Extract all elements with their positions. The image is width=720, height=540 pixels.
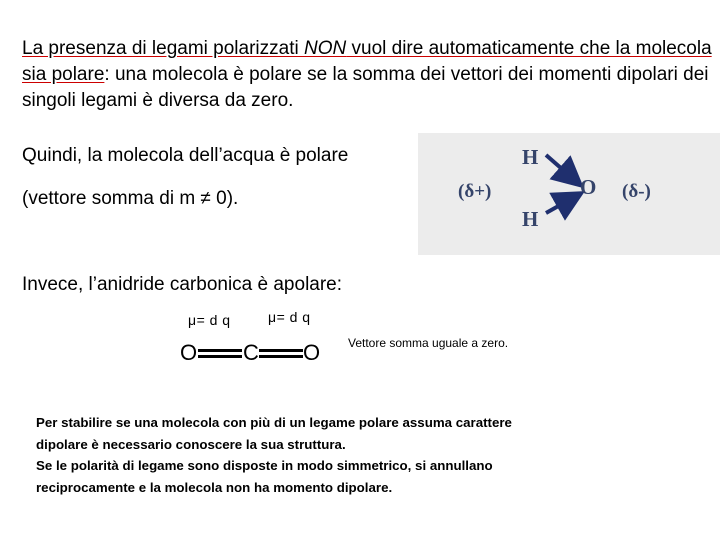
intro-text-part3: vuol dire automaticamente che la molecola sia polare	[22, 38, 712, 85]
water-vector-line: (vettore somma di m ≠ 0).	[22, 188, 239, 209]
conclusion-line-3: Se le polarità di legame sono disposte in modo simmetrico, si annullano	[36, 458, 493, 473]
co2-double-bond-left	[198, 349, 242, 358]
intro-text-part1: La presenza di legami polarizzati	[22, 38, 304, 59]
intro-text-not: NON	[304, 38, 347, 59]
co2-heading: Invece, l’anidride carbonica è apolare:	[22, 274, 343, 295]
conclusion-line-1: Per stabilire se una molecola con più di un legame polare assuma carattere	[36, 415, 512, 430]
co2-atom-c: C	[243, 340, 259, 365]
water-atom-h-top: H	[522, 145, 539, 169]
conclusion-line-2: dipolare è necessario conoscere la sua struttura.	[36, 436, 346, 452]
water-charge-negative: (δ-)	[622, 181, 651, 202]
co2-atom-o-right: O	[303, 340, 321, 365]
co2-double-bond-right	[259, 349, 303, 358]
dipole-label-left: μ= d q	[188, 312, 231, 328]
intro-paragraph	[22, 36, 712, 114]
water-atom-o: O	[580, 175, 597, 199]
water-charge-positive: (δ+)	[458, 181, 492, 202]
bond-arrow-bottom	[546, 195, 578, 213]
water-molecule-image	[418, 133, 720, 255]
co2-atom-o-left: O	[180, 340, 198, 365]
intro-text-part4: : una molecola è polare se la somma dei vettori dei momenti dipolari dei singoli legami è diversa da zero.	[22, 64, 709, 111]
water-atom-h-bottom: H	[522, 207, 539, 231]
bond-arrow-top	[546, 155, 578, 183]
conclusion-line-4: reciprocamente e la molecola non ha momento dipolare.	[36, 479, 393, 495]
dipole-label-right: μ= d q	[268, 309, 311, 325]
vector-sum-note: Vettore somma uguale a zero.	[348, 336, 509, 350]
conclusion-paragraph	[36, 412, 656, 498]
water-polar-line: Quindi, la molecola dell’acqua è polare	[22, 145, 349, 166]
